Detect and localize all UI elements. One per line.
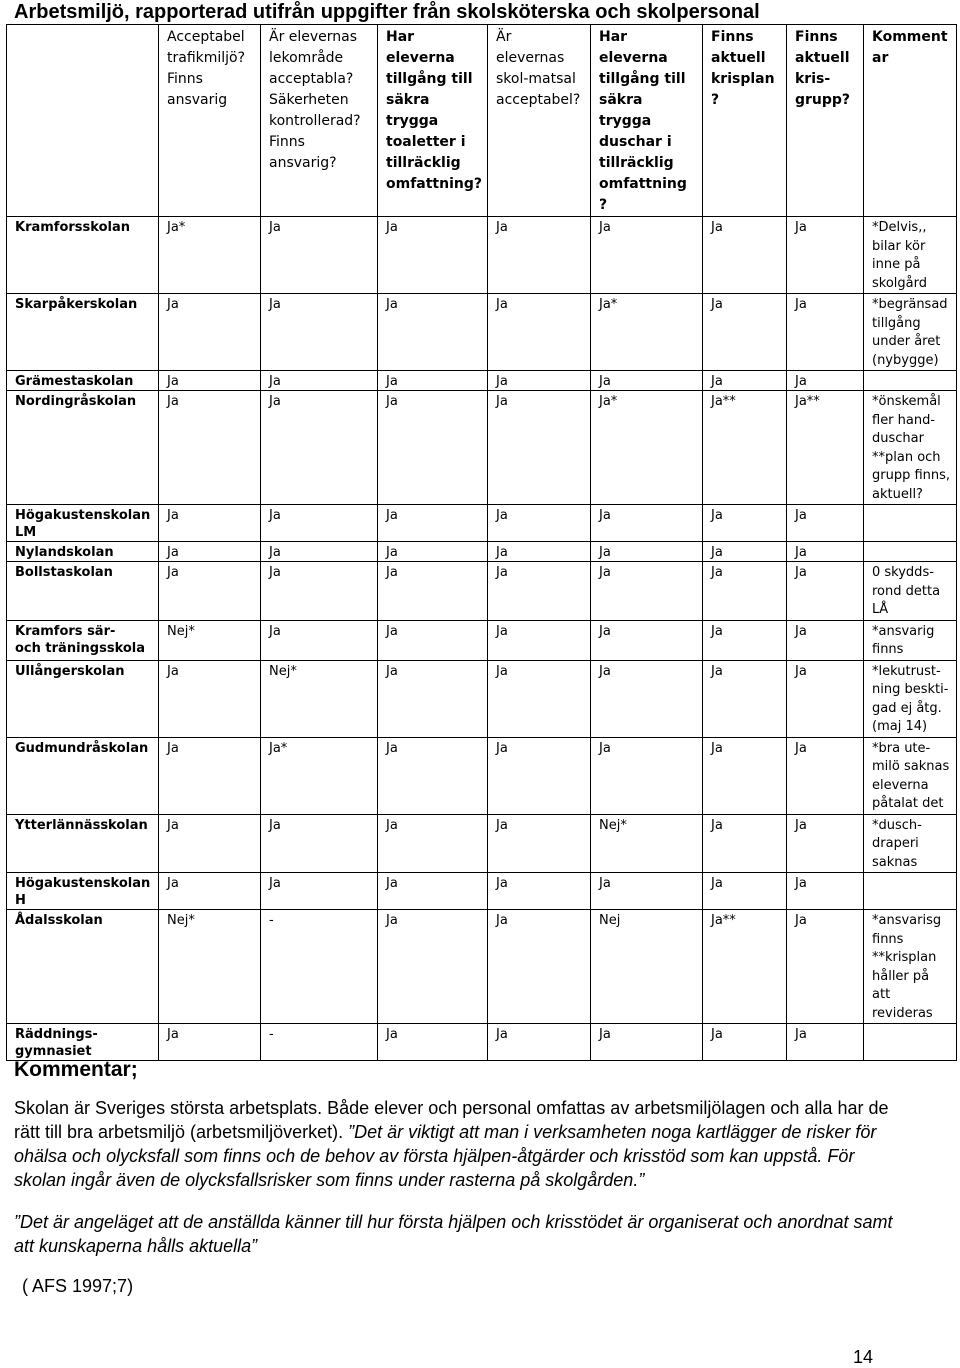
traffic-cell: Nej*: [159, 620, 261, 660]
header-showers: Har eleverna tillgång till säkra trygga duschar i tillräcklig omfattning ?: [591, 25, 703, 217]
header-row: [7, 25, 957, 217]
header-crisis-plan: Finns aktuell krisplan?: [703, 25, 787, 217]
showers-cell: Ja: [591, 660, 703, 737]
crisis-plan-cell: Ja: [703, 294, 787, 371]
school-name-cell: Bollstaskolan: [7, 562, 159, 621]
comment-cell: *dusch- draperi saknas: [864, 814, 957, 873]
crisis-plan-cell: Ja: [703, 737, 787, 814]
showers-cell: Ja: [591, 873, 703, 910]
header-play-area: Är elevernas lekområde acceptabla? Säkerheten kontrollerad? Finns ansvarig?: [261, 25, 378, 217]
crisis-group-cell: Ja: [787, 620, 864, 660]
comment-cell: *ansvarig finns: [864, 620, 957, 660]
canteen-cell: Ja: [488, 814, 591, 873]
play-area-cell: Ja: [261, 542, 378, 562]
crisis-plan-cell: Ja: [703, 873, 787, 910]
canteen-cell: Ja: [488, 294, 591, 371]
canteen-cell: Ja: [488, 910, 591, 1024]
comment-cell: *begränsad tillgång under året (nybygge): [864, 294, 957, 371]
traffic-cell: Ja: [159, 660, 261, 737]
school-name-cell: Skarpåkerskolan: [7, 294, 159, 371]
page-title: Arbetsmiljö, rapporterad utifrån uppgifter från skolsköterska och skolpersonal: [14, 1, 760, 23]
showers-cell: Ja: [591, 1024, 703, 1061]
comment-cell: *önskemål fler hand- duschar **plan och grupp finns, aktuell?: [864, 391, 957, 505]
play-area-cell: -: [261, 1024, 378, 1061]
showers-cell: Ja: [591, 562, 703, 621]
traffic-cell: Nej*: [159, 910, 261, 1024]
table-row: [7, 873, 957, 910]
toilets-cell: Ja: [378, 391, 488, 505]
survey-table-body: [7, 217, 957, 1061]
play-area-cell: Ja*: [261, 737, 378, 814]
table-row: [7, 217, 957, 294]
toilets-cell: Ja: [378, 873, 488, 910]
crisis-group-cell: Ja: [787, 371, 864, 391]
header-toilets: Har eleverna tillgång till säkra trygga toaletter i tillräcklig omfattning?: [378, 25, 488, 217]
traffic-cell: Ja: [159, 542, 261, 562]
toilets-cell: Ja: [378, 371, 488, 391]
comments-body: [14, 1096, 894, 1192]
table-row: [7, 660, 957, 737]
showers-cell: Nej*: [591, 814, 703, 873]
traffic-cell: Ja: [159, 294, 261, 371]
play-area-cell: Ja: [261, 620, 378, 660]
table-row: [7, 814, 957, 873]
table-row: [7, 542, 957, 562]
play-area-cell: Ja: [261, 562, 378, 621]
school-name-cell: Kramforsskolan: [7, 217, 159, 294]
toilets-cell: Ja: [378, 910, 488, 1024]
traffic-cell: Ja: [159, 562, 261, 621]
crisis-plan-cell: Ja: [703, 814, 787, 873]
crisis-plan-cell: Ja: [703, 217, 787, 294]
canteen-cell: Ja: [488, 505, 591, 542]
crisis-plan-cell: Ja: [703, 562, 787, 621]
page-number: 14: [853, 1347, 874, 1367]
toilets-cell: Ja: [378, 1024, 488, 1061]
play-area-cell: Ja: [261, 371, 378, 391]
school-name-cell: Ådalsskolan: [7, 910, 159, 1024]
comments-body-quote: ”Det är viktigt att man i verksamheten noga kartlägger de risker för ohälsa och olycksfall som finns och de behov av första hjälpen-åtgärder och krisstöd som kan uppstå. För skolan ingår även de olycksfallsrisker som finns under rasterna på skolgården.”: [14, 1122, 877, 1190]
comment-cell: [864, 505, 957, 542]
canteen-cell: Ja: [488, 217, 591, 294]
play-area-cell: Ja: [261, 391, 378, 505]
comment-cell: [864, 542, 957, 562]
traffic-cell: Ja: [159, 505, 261, 542]
play-area-cell: Ja: [261, 217, 378, 294]
comments-body-text: Skolan är Sveriges största arbetsplats. Både elever och personal omfattas av arbetsmiljölagen och alla har de rätt till bra arbetsmiljö (arbetsmiljöverket).: [14, 1098, 889, 1142]
crisis-group-cell: Ja**: [787, 391, 864, 505]
canteen-cell: Ja: [488, 737, 591, 814]
school-name-cell: Högakustenskolan H: [7, 873, 159, 910]
survey-table-wrapper: [6, 24, 957, 1061]
canteen-cell: Ja: [488, 873, 591, 910]
play-area-cell: -: [261, 910, 378, 1024]
play-area-cell: Ja: [261, 873, 378, 910]
table-row: [7, 505, 957, 542]
showers-cell: Ja*: [591, 294, 703, 371]
traffic-cell: Ja: [159, 371, 261, 391]
toilets-cell: Ja: [378, 660, 488, 737]
canteen-cell: Ja: [488, 562, 591, 621]
crisis-group-cell: Ja: [787, 814, 864, 873]
table-row: [7, 371, 957, 391]
comment-cell: 0 skydds- rond detta LÅ: [864, 562, 957, 621]
school-name-cell: Ullångerskolan: [7, 660, 159, 737]
school-name-cell: Gudmundråskolan: [7, 737, 159, 814]
header-crisis-group: Finns aktuell kris- grupp?: [787, 25, 864, 217]
traffic-cell: Ja: [159, 1024, 261, 1061]
showers-cell: Ja: [591, 737, 703, 814]
crisis-plan-cell: Ja: [703, 371, 787, 391]
play-area-cell: Nej*: [261, 660, 378, 737]
play-area-cell: Ja: [261, 505, 378, 542]
school-name-cell: Nylandskolan: [7, 542, 159, 562]
crisis-group-cell: Ja: [787, 910, 864, 1024]
canteen-cell: Ja: [488, 542, 591, 562]
crisis-plan-cell: Ja: [703, 505, 787, 542]
school-name-cell: Grämestaskolan: [7, 371, 159, 391]
crisis-group-cell: Ja: [787, 542, 864, 562]
play-area-cell: Ja: [261, 814, 378, 873]
header-canteen: Är elevernas skol-matsal acceptabel?: [488, 25, 591, 217]
comment-cell: *bra ute- milö saknas eleverna påtalat det: [864, 737, 957, 814]
school-name-cell: Nordingråskolan: [7, 391, 159, 505]
crisis-group-cell: Ja: [787, 217, 864, 294]
comment-cell: *lekutrust- ning beskti- gad ej åtg. (maj 14): [864, 660, 957, 737]
toilets-cell: Ja: [378, 505, 488, 542]
crisis-group-cell: Ja: [787, 294, 864, 371]
showers-cell: Ja: [591, 542, 703, 562]
crisis-group-cell: Ja: [787, 1024, 864, 1061]
crisis-group-cell: Ja: [787, 660, 864, 737]
traffic-cell: Ja: [159, 737, 261, 814]
crisis-plan-cell: Ja: [703, 620, 787, 660]
toilets-cell: Ja: [378, 737, 488, 814]
crisis-plan-cell: Ja**: [703, 910, 787, 1024]
showers-cell: Ja*: [591, 391, 703, 505]
toilets-cell: Ja: [378, 814, 488, 873]
showers-cell: Ja: [591, 505, 703, 542]
toilets-cell: Ja: [378, 217, 488, 294]
showers-cell: Ja: [591, 620, 703, 660]
comment-cell: *ansvarisg finns **krisplan håller på att revideras: [864, 910, 957, 1024]
crisis-plan-cell: Ja: [703, 660, 787, 737]
traffic-cell: Ja: [159, 873, 261, 910]
toilets-cell: Ja: [378, 542, 488, 562]
table-row: [7, 294, 957, 371]
traffic-cell: Ja: [159, 391, 261, 505]
table-row: [7, 391, 957, 505]
crisis-group-cell: Ja: [787, 737, 864, 814]
school-name-cell: Kramfors sär- och träningsskola: [7, 620, 159, 660]
showers-cell: Nej: [591, 910, 703, 1024]
showers-cell: Ja: [591, 371, 703, 391]
comments-reference: ( AFS 1997;7): [22, 1276, 134, 1296]
school-name-cell: Ytterlännässkolan: [7, 814, 159, 873]
traffic-cell: Ja: [159, 814, 261, 873]
crisis-plan-cell: Ja: [703, 542, 787, 562]
toilets-cell: Ja: [378, 562, 488, 621]
table-row: [7, 737, 957, 814]
crisis-plan-cell: Ja**: [703, 391, 787, 505]
table-row: [7, 910, 957, 1024]
table-row: [7, 620, 957, 660]
play-area-cell: Ja: [261, 294, 378, 371]
comments-quote: ”Det är angeläget att de anställda känner till hur första hjälpen och krisstödet är organiserat och anordnat samt att kunskaperna hålls aktuella”: [14, 1212, 893, 1256]
header-traffic: Acceptabel trafikmiljö? Finns ansvarig: [159, 25, 261, 217]
survey-table: [6, 24, 957, 1061]
canteen-cell: Ja: [488, 391, 591, 505]
crisis-plan-cell: Ja: [703, 1024, 787, 1061]
canteen-cell: Ja: [488, 371, 591, 391]
toilets-cell: Ja: [378, 620, 488, 660]
traffic-cell: Ja*: [159, 217, 261, 294]
table-row: [7, 1024, 957, 1061]
comment-cell: [864, 371, 957, 391]
comment-cell: [864, 873, 957, 910]
header-school: [7, 25, 159, 217]
comment-cell: [864, 1024, 957, 1061]
school-name-cell: Räddnings- gymnasiet: [7, 1024, 159, 1061]
school-name-cell: Högakustenskolan LM: [7, 505, 159, 542]
canteen-cell: Ja: [488, 660, 591, 737]
showers-cell: Ja: [591, 217, 703, 294]
canteen-cell: Ja: [488, 620, 591, 660]
header-comment: Komment ar: [864, 25, 957, 217]
crisis-group-cell: Ja: [787, 562, 864, 621]
comments-section: [14, 1056, 914, 1298]
canteen-cell: Ja: [488, 1024, 591, 1061]
crisis-group-cell: Ja: [787, 505, 864, 542]
crisis-group-cell: Ja: [787, 873, 864, 910]
toilets-cell: Ja: [378, 294, 488, 371]
comments-heading: Kommentar;: [14, 1058, 138, 1081]
comment-cell: *Delvis,, bilar kör inne på skolgård: [864, 217, 957, 294]
table-row: [7, 562, 957, 621]
